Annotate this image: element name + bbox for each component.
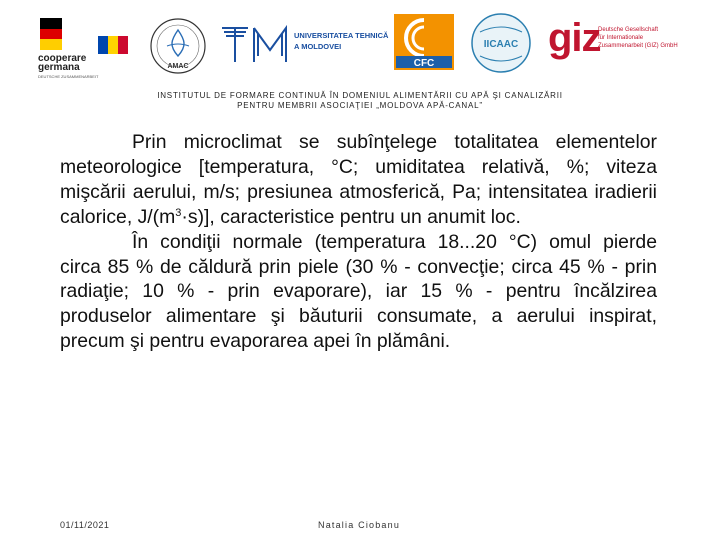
utm-name: UNIVERSITATEA TEHNICĂ A MOLDOVEI xyxy=(294,31,389,51)
amac-logo xyxy=(145,16,211,76)
institute-line2: PENTRU MEMBRII ASOCIAŢIEI „MOLDOVA APĂ-CANAL” xyxy=(237,101,483,110)
cooperare-germana-logo: cooperare germana DEUTSCHE ZUSAMMENARBEIT xyxy=(36,14,128,76)
institute-line1: INSTITUTUL DE FORMARE CONTINUĂ ÎN DOMENIUL ALIMENTĂRII CU APĂ ŞI CANALIZĂRII xyxy=(157,91,563,100)
logo-bar xyxy=(0,0,720,84)
iicaac-label: IICAAC xyxy=(483,39,519,50)
giz-name: Deutsche Gesellschaft für Internationale Zusammenarbeit (GIZ) GmbH xyxy=(598,27,678,49)
paragraph-microclimate: Prin microclimat se subînţelege totalitatea elementelor meteorologice [temperatura, °C; umiditatea relativă, %; viteza mişcării aerului, m/s; presiunea atmosferică, Pa; intensitatea iradierii calorice, $J/(m^3\cdot s)$], caracteristice pentru un anumit loc. xyxy=(60,131,657,228)
giz-logo: giz Deutsche Gesellschaft für Internationale Zusammenarbeit (GIZ) GmbH xyxy=(548,16,678,60)
slide-body xyxy=(60,130,657,354)
utm-logo xyxy=(220,22,389,66)
cfc-label: CFC xyxy=(413,58,435,69)
moldova-flag-icon xyxy=(98,36,128,54)
footer-date: 01/11/2021 xyxy=(60,520,110,530)
german-flag-icon xyxy=(40,18,62,50)
iicaac-logo xyxy=(470,12,532,74)
amac-label: AMAC xyxy=(167,63,189,70)
footer-author: Natalia Ciobanu xyxy=(318,520,401,530)
paragraph-heat-loss: În condiţii normale (temperatura 18...20 °C) omul pierde circa 85 % de căldură prin piele (30 % - convecţie; circa 45 % - prin radiaţie; 10 % - prin evaporare), iar 15 % - pentru încălzirea produselor alimentare şi băuturii consumate, a aerului inspirat, precum şi pentru evaporarea apei în plămâni. xyxy=(60,230,657,353)
institute-header xyxy=(0,91,720,111)
coop-logo-text: cooperare germana xyxy=(38,53,87,73)
cfc-logo xyxy=(394,14,454,70)
